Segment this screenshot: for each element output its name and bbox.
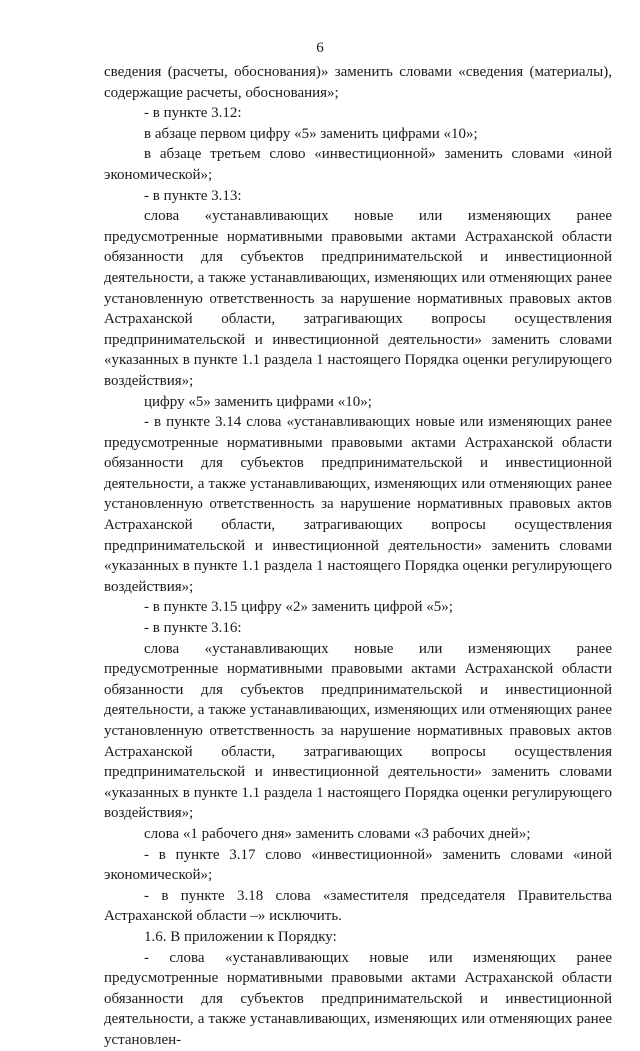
paragraph: - в пункте 3.12: <box>144 105 242 122</box>
paragraph: - в пункте 3.16: <box>144 620 242 637</box>
paragraph: - в пункте 3.13: <box>144 187 242 204</box>
paragraph: слова «1 рабочего дня» заменить словами «3 рабочих дней»; <box>144 825 531 842</box>
paragraph: 1.6. В приложении к Порядку: <box>144 928 337 945</box>
paragraph: сведения (расчеты, обоснования)» заменить словами «сведения (материалы), содержащие расчеты, обоснования»; <box>104 64 612 101</box>
paragraph: слова «устанавливающих новые или изменяющих ранее предусмотренные нормативными правовыми актами Астраханской области обязанности для субъектов предпринимательской и инвестиционной деятельности, а также устанавливающих, изменяющих или отменяющих ранее установленную ответственность за нарушение нормативных правовых актов Астраханской области, затрагивающих вопросы осуществления предпринимательской и инвестиционной деятельности» заменить словами «указанных в пункте 1.1 раздела 1 настоящего Порядка оценки регулирующего воздействия»; <box>104 208 612 389</box>
paragraph: - в пункте 3.18 слова «заместителя председателя Правительства Астраханской области –» исключить. <box>104 887 612 925</box>
paragraph: - в пункте 3.14 слова «устанавливающих новые или изменяющих ранее предусмотренные нормативными правовыми актами Астраханской области обязанности для субъектов предпринимательской и инвестиционной деятельности, а также устанавливающих, изменяющих или отменяющих ранее установленную ответственность за нарушение нормативных правовых актов Астраханской области, затрагивающих вопросы осуществления предпринимательской и инвестиционной деятельности» заменить словами «указанных в пункте 1.1 раздела 1 настоящего Порядка оценки регулирующего воздействия»; <box>104 414 612 595</box>
paragraph: цифру «5» заменить цифрами «10»; <box>144 393 372 410</box>
document-body <box>104 62 612 1051</box>
paragraph: - в пункте 3.15 цифру «2» заменить цифрой «5»; <box>144 599 453 616</box>
page-number: 6 <box>316 40 324 56</box>
paragraph: в абзаце третьем слово «инвестиционной» заменить словами «иной экономической»; <box>104 146 612 183</box>
paragraph: слова «устанавливающих новые или изменяющих ранее предусмотренные нормативными правовыми актами Астраханской области обязанности для субъектов предпринимательской и инвестиционной деятельности, а также устанавливающих, изменяющих или отменяющих ранее установленную ответственность за нарушение нормативных правовых актов Астраханской области, затрагивающих вопросы осуществления предпринимательской и инвестиционной деятельности» заменить словами «указанных в пункте 1.1 раздела 1 настоящего Порядка оценки регулирующего воздействия»; <box>104 640 612 822</box>
paragraph: - слова «устанавливающих новые или изменяющих ранее предусмотренные нормативными правовыми актами Астраханской области обязанности для субъектов предпринимательской и инвестиционной деятельности, а также устанавливающих, изменяющих или отменяющих ранее установлен- <box>104 949 612 1048</box>
paragraph: - в пункте 3.17 слово «инвестиционной» заменить словами «иной экономической»; <box>104 846 612 884</box>
paragraph: в абзаце первом цифру «5» заменить цифрами «10»; <box>144 125 478 142</box>
